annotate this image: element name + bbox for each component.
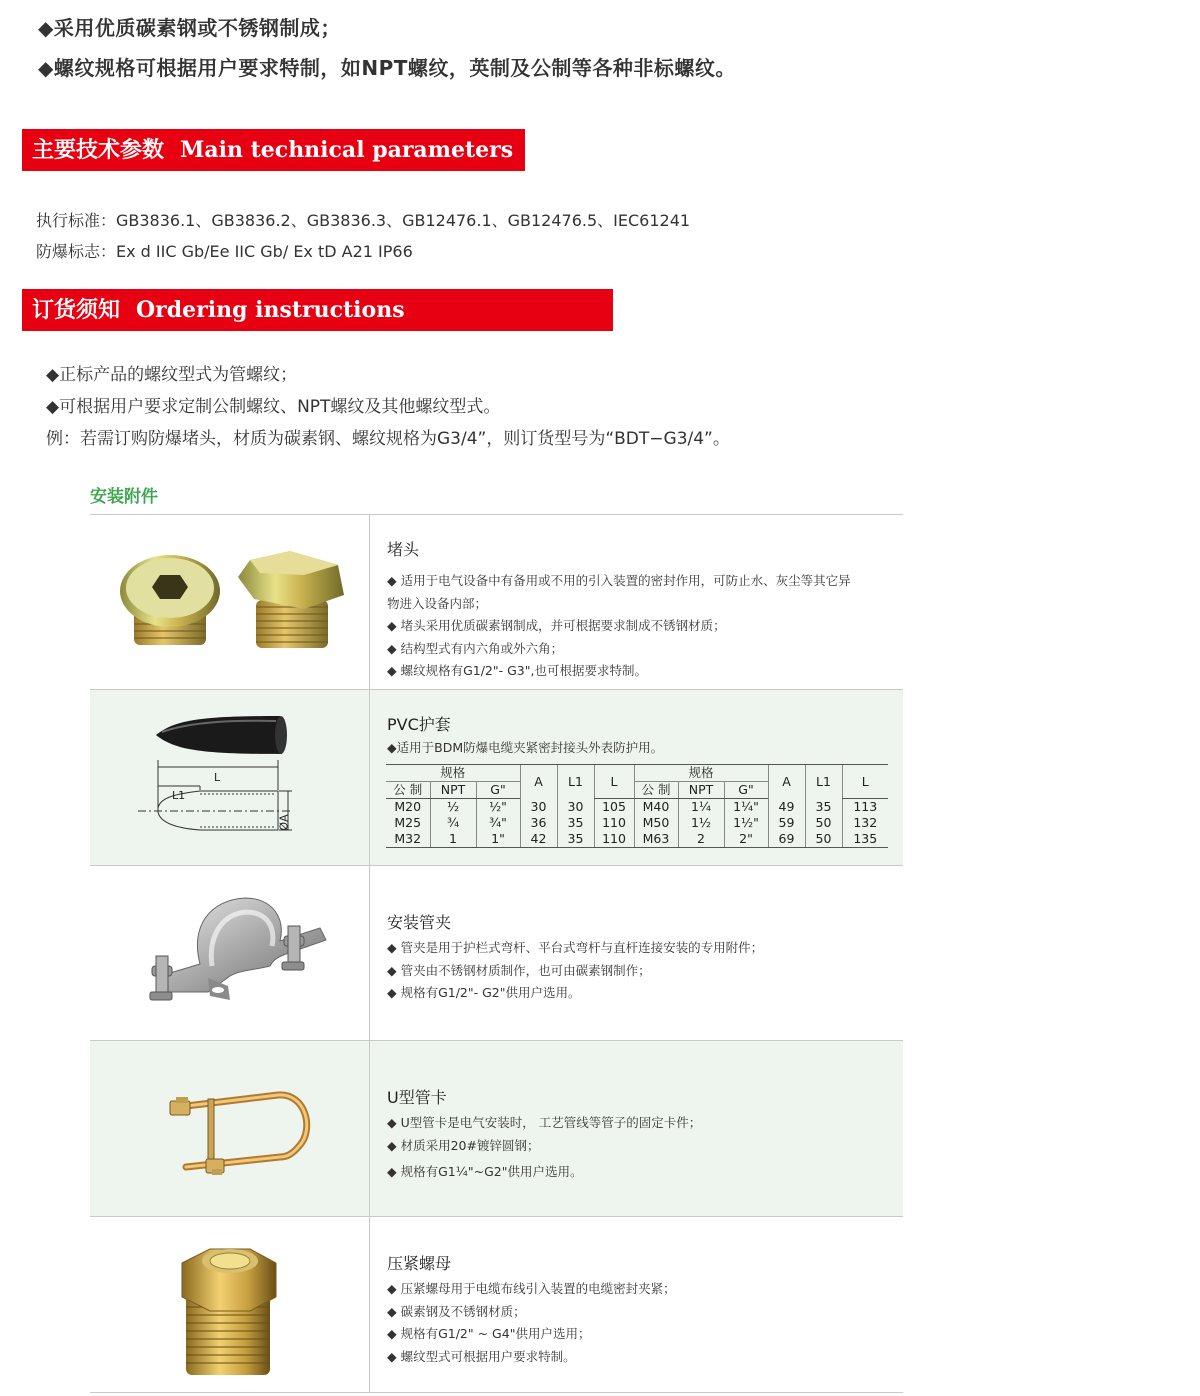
table-cell: M63 bbox=[634, 831, 678, 848]
plug-text bbox=[387, 537, 851, 683]
table-cell: 113 bbox=[842, 799, 888, 816]
col-A-right: A bbox=[768, 765, 805, 799]
table-cell: ½ bbox=[430, 799, 476, 816]
plug-line-3: ◆ 堵头采用优质碳素钢制成，并可根据要求制成不锈钢材质； bbox=[387, 618, 726, 633]
plug-line-2: 物进入设备内部； bbox=[387, 595, 488, 611]
table-cell: 50 bbox=[805, 815, 842, 831]
plug-image bbox=[90, 515, 370, 690]
table-cell: 35 bbox=[557, 831, 594, 848]
table-row bbox=[386, 799, 888, 816]
ordering-banner bbox=[22, 289, 613, 331]
plug-line-5: ◆ 螺纹规格有G1/2"- G3",也可根据要求特制。 bbox=[387, 663, 647, 678]
col-L-right: L bbox=[842, 765, 888, 799]
compression-nut-line-1: ◆ 压紧螺母用于电缆布线引入装置的电缆密封夹紧； bbox=[387, 1281, 676, 1296]
table-cell: ¾" bbox=[476, 815, 520, 831]
table-cell: 59 bbox=[768, 815, 805, 831]
table-cell: 30 bbox=[557, 799, 594, 816]
pvc-spec-table bbox=[386, 764, 888, 848]
table-cell: 42 bbox=[520, 831, 557, 848]
col-L-left: L bbox=[594, 765, 634, 799]
top-bullet-2: ◆螺纹规格可根据用户要求特制，如NPT螺纹，英制及公制等各种非标螺纹。 bbox=[38, 56, 736, 80]
order-line-2: ◆可根据用户要求定制公制螺纹、NPT螺纹及其他螺纹型式。 bbox=[46, 397, 501, 417]
table-row bbox=[386, 815, 888, 831]
table-cell: 2 bbox=[678, 831, 724, 848]
pipe-clamp-line-1: ◆ 管夹是用于护栏式弯杆、平台式弯杆与直杆连接安装的专用附件； bbox=[387, 940, 764, 955]
u-clamp-image bbox=[90, 1041, 370, 1217]
table-cell: 30 bbox=[520, 799, 557, 816]
table-cell: 135 bbox=[842, 831, 888, 848]
table-cell: 36 bbox=[520, 815, 557, 831]
u-clamp-text bbox=[387, 1085, 701, 1184]
top-bullet-1: ◆采用优质碳素钢或不锈钢制成； bbox=[38, 16, 341, 40]
u-clamp-line-1: ◆ U型管卡是电气安装时， 工艺管线等管子的固定卡件； bbox=[387, 1115, 702, 1130]
plug-line-4: ◆ 结构型式有内六角或外六角； bbox=[387, 640, 564, 656]
explosion-mark-line: 防爆标志：Ex d IIC Gb/Ee IIC Gb/ Ex tD A21 IP66 bbox=[36, 242, 413, 261]
order-banner-cn: 订货须知 bbox=[32, 298, 121, 323]
pipe-clamp-title: 安装管夹 bbox=[387, 913, 452, 932]
table-cell: 1" bbox=[476, 831, 520, 848]
table-cell: 1¼" bbox=[724, 799, 768, 816]
col-L1-right: L1 bbox=[805, 765, 842, 799]
table-row bbox=[386, 831, 888, 848]
order-line-3: 例：若需订购防爆堵头，材质为碳素钢、螺纹规格为G3/4”，则订货型号为“BDT−G3/4”。 bbox=[46, 429, 730, 449]
spec-group-right: 规格 bbox=[634, 765, 768, 782]
table-cell: 110 bbox=[594, 831, 634, 848]
pipe-clamp-image bbox=[90, 866, 370, 1041]
col-npt-left: NPT bbox=[430, 782, 476, 799]
accessory-pipe-clamp bbox=[90, 865, 903, 1041]
compression-nut-line-2: ◆ 碳素钢及不锈钢材质； bbox=[387, 1303, 526, 1319]
pvc-title: PVC护套 bbox=[387, 715, 451, 734]
table-cell: M50 bbox=[634, 815, 678, 831]
table-cell: 105 bbox=[594, 799, 634, 816]
compression-nut-image bbox=[90, 1217, 370, 1392]
col-metric-left: 公 制 bbox=[386, 782, 430, 799]
accessory-pvc-sleeve bbox=[90, 689, 903, 866]
col-L1-left: L1 bbox=[557, 765, 594, 799]
table-cell: M20 bbox=[394, 799, 422, 814]
accessory-plug bbox=[90, 514, 903, 690]
compression-nut-text bbox=[387, 1251, 676, 1368]
table-cell: M40 bbox=[634, 799, 678, 816]
order-line-1: ◆正标产品的螺纹型式为管螺纹； bbox=[46, 365, 298, 385]
table-cell: 132 bbox=[842, 815, 888, 831]
pvc-dim-L1: L1 bbox=[172, 789, 186, 802]
col-metric-right: 公 制 bbox=[634, 782, 678, 799]
table-cell: 1½" bbox=[724, 815, 768, 831]
pipe-clamp-text bbox=[387, 910, 763, 1005]
pvc-dim-L: L bbox=[214, 771, 221, 784]
table-cell: ½" bbox=[476, 799, 520, 816]
accessory-compression-nut bbox=[90, 1216, 903, 1393]
pvc-image bbox=[90, 690, 370, 866]
table-cell: 2" bbox=[724, 831, 768, 848]
pipe-clamp-line-2: ◆ 管夹由不锈钢材质制作，也可由碳素钢制作； bbox=[387, 962, 651, 978]
accessory-u-clamp bbox=[90, 1040, 903, 1217]
pvc-dim-A: ØA bbox=[277, 814, 291, 831]
compression-nut-title: 压紧螺母 bbox=[387, 1254, 452, 1273]
pipe-clamp-line-3: ◆ 规格有G1/2"- G2"供用户选用。 bbox=[387, 985, 581, 1000]
plug-title: 堵头 bbox=[387, 540, 420, 559]
table-cell: 1½ bbox=[678, 815, 724, 831]
standards-line: 执行标准：GB3836.1、GB3836.2、GB3836.3、GB12476.1、GB12476.5、IEC61241 bbox=[36, 211, 691, 230]
tech-params-banner bbox=[22, 129, 525, 171]
accessories-title: 安装附件 bbox=[90, 487, 158, 507]
table-cell: 35 bbox=[557, 815, 594, 831]
pvc-line-1: ◆适用于BDM防爆电缆夹紧密封接头外表防护用。 bbox=[387, 740, 664, 755]
tech-banner-en: Main technical parameters bbox=[180, 137, 514, 163]
col-npt-right: NPT bbox=[678, 782, 724, 799]
compression-nut-line-3: ◆ 规格有G1/2" ~ G4"供用户选用； bbox=[387, 1326, 591, 1341]
table-cell: 1¼ bbox=[678, 799, 724, 816]
u-clamp-line-2: ◆ 材质采用20#镀锌圆钢； bbox=[387, 1137, 540, 1153]
table-cell: 1 bbox=[430, 831, 476, 848]
table-cell: 69 bbox=[768, 831, 805, 848]
order-banner-en: Ordering instructions bbox=[136, 297, 405, 323]
col-g-left: G" bbox=[476, 782, 520, 799]
col-g-right: G" bbox=[724, 782, 768, 799]
pvc-text bbox=[387, 712, 663, 760]
table-cell: 35 bbox=[805, 799, 842, 816]
table-cell: 49 bbox=[768, 799, 805, 816]
table-cell: M32 bbox=[386, 831, 430, 848]
table-cell: 110 bbox=[594, 815, 634, 831]
plug-line-1: ◆ 适用于电气设备中有备用或不用的引入装置的密封作用，可防止水、灰尘等其它异 bbox=[387, 573, 851, 588]
table-cell: ¾ bbox=[430, 815, 476, 831]
spec-group-left: 规格 bbox=[386, 765, 520, 782]
tech-banner-cn: 主要技术参数 bbox=[32, 138, 165, 163]
table-cell: 50 bbox=[805, 831, 842, 848]
u-clamp-line-3: ◆ 规格有G1¼"~G2"供用户选用。 bbox=[387, 1164, 583, 1179]
table-cell: M25 bbox=[394, 815, 422, 830]
col-A-left: A bbox=[520, 765, 557, 799]
compression-nut-line-4: ◆ 螺纹型式可根据用户要求特制。 bbox=[387, 1348, 576, 1364]
u-clamp-title: U型管卡 bbox=[387, 1088, 447, 1107]
